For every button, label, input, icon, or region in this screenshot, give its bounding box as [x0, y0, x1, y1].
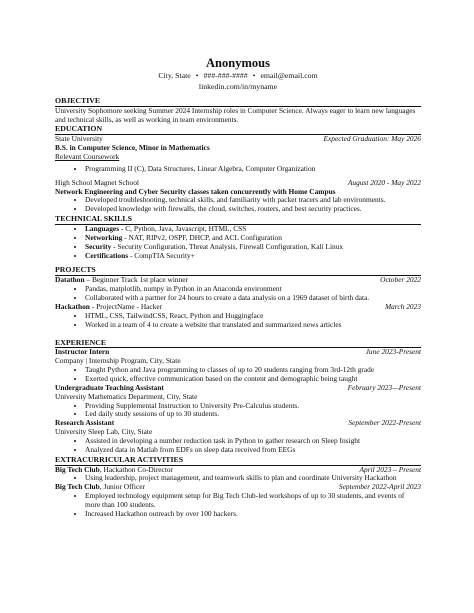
activity-role: , Junior Officer	[99, 482, 146, 492]
project-desc: – Beginner Track 1st place winner	[84, 275, 189, 285]
job-org: Company | Internship Program, City, State	[55, 356, 181, 365]
list-item: • Developed troubleshooting, technical skills, and familiarity with packet tracers and lab environments.	[85, 196, 421, 205]
linkedin-link[interactable]: linkedin.com/in/myname	[198, 82, 278, 91]
project-desc: - ProjectName - Hacker	[89, 301, 163, 311]
section-heading-education: EDUCATION	[55, 125, 421, 135]
list-item: • Providing Supplemental Instruction to University Pre-Calculus students.	[85, 402, 421, 411]
list-item: • Languages - C, Python, Java, Javascript, HTML, CSS	[85, 225, 421, 234]
list-item: • Programming II (C), Data Structures, Linear Algebra, Computer Organization	[85, 165, 421, 174]
bullet-list	[55, 402, 421, 420]
bullet-list	[55, 492, 421, 519]
program-title: Network Engineering and Cyber Security classes taken concurrently with Home Campus	[55, 186, 336, 196]
project-date: October 2022	[380, 275, 421, 285]
activity-name: Big Tech Club	[55, 482, 100, 492]
job-date: February 2023—Present	[347, 382, 421, 392]
coursework-list	[55, 165, 421, 174]
school-dates: August 2020 - May 2022	[347, 177, 421, 187]
objective-text: University Sophomore seeking Summer 2024 Internship roles in Computer Science. Always eager to learn new languages and technical skills, as well as working in team environments.	[55, 105, 416, 124]
email-link[interactable]: email@email.com	[260, 71, 318, 80]
job-title: Instructor Intern	[55, 347, 110, 357]
school-name: State University	[55, 134, 103, 143]
job-org: University Mathematics Department, City, State	[55, 391, 198, 401]
job-date: June 2023-Present	[365, 347, 421, 357]
list-item: • Assisted in developing a number reduction task in Python to gather research on Sleep Insight	[85, 437, 421, 446]
section-heading-experience: EXPERIENCE	[55, 339, 421, 349]
list-item: • Exerted quick, effective communication based on the content and demographic being taught	[85, 375, 421, 384]
project-name: Datathon	[55, 275, 85, 285]
phone: ###-###-####	[203, 71, 248, 80]
activity-role: , Hackathon Co-Director	[99, 464, 174, 474]
list-item: • Led daily study sessions of up to 30 students.	[85, 410, 421, 419]
list-item: • Developed knowledge with firewalls, the cloud, switches, routers, and best security practices.	[85, 205, 421, 214]
candidate-name: Anonymous	[206, 56, 270, 70]
list-item: • Taught Python and Java programming to classes of up to 20 students ranging from 3rd-12th grade	[85, 366, 421, 375]
list-item: • Certifications - CompTIA Security+	[85, 252, 421, 261]
coursework-label: Relevant Coursework	[55, 151, 120, 161]
list-item: • Pandas, matplotlib, numpy in Python in an Anaconda environment	[85, 285, 421, 294]
activity-name: Big Tech Club	[55, 464, 100, 474]
skills-list	[55, 225, 421, 261]
bullet-list	[55, 366, 421, 384]
project-name: Hackathon	[55, 301, 90, 311]
job-title: Undergraduate Teaching Assistant	[55, 382, 164, 392]
section-heading-activities: EXTRACURRICULAR ACTIVITIES	[55, 456, 421, 466]
list-item: • Increased Hackathon outreach by over 100 hackers.	[85, 510, 421, 519]
list-item: • HTML, CSS, TailwindCSS, React, Python and Huggingface	[85, 312, 421, 321]
list-item: • Collaborated with a partner for 24 hours to create a data analysis on a 1969 dataset of birth data.	[85, 294, 421, 303]
job-date: September 2022-Present	[348, 418, 421, 428]
list-item: • Using leadership, project management, and teamwork skills to plan and coordinate University Hackathon	[85, 474, 421, 483]
list-item: • Networking - NAT, RIPv2, OSPF, DHCP, and ACL Configuration	[85, 234, 421, 243]
activity-date: April 2023 – Present	[359, 464, 421, 474]
list-item: • Security - Security Configuration, Threat Analysis, Firewall Configuration, Kali Linux	[85, 243, 421, 252]
bullet-separator: •	[195, 71, 199, 80]
degree: B.S. in Computer Science, Minor in Mathematics	[55, 142, 210, 152]
bullet-list	[55, 437, 421, 455]
list-item: • Employed technology equipment setup for Big Tech Club-led workshops of up to 30 students, and events of more than 100 students.	[85, 492, 421, 510]
project-date: March 2023	[384, 301, 421, 311]
bullet-list	[55, 312, 421, 330]
section-heading-projects: PROJECTS	[55, 266, 421, 276]
activity-date: September 2022-April 2023	[338, 482, 421, 492]
location: City, State	[158, 71, 191, 80]
bullet-list	[55, 196, 421, 214]
contact-line	[55, 71, 421, 81]
section-heading-skills: TECHNICAL SKILLS	[55, 215, 421, 225]
list-item: • Analyzed data in Matlab from EDFs on sleep data received from EEGs	[85, 446, 421, 455]
job-org: University Sleep Lab, City, State	[55, 427, 153, 437]
graduation-date: Expected Graduation: May 2026	[323, 134, 421, 143]
resume-page	[55, 56, 421, 519]
list-item: • Worked in a team of 4 to create a website that translated and summarized news articles	[85, 321, 421, 330]
bullet-separator: •	[252, 71, 256, 80]
bullet-list	[55, 285, 421, 303]
section-heading-objective: OBJECTIVE	[55, 97, 421, 107]
job-title: Research Assistant	[55, 418, 115, 428]
school-name: High School Magnet School	[55, 177, 139, 187]
